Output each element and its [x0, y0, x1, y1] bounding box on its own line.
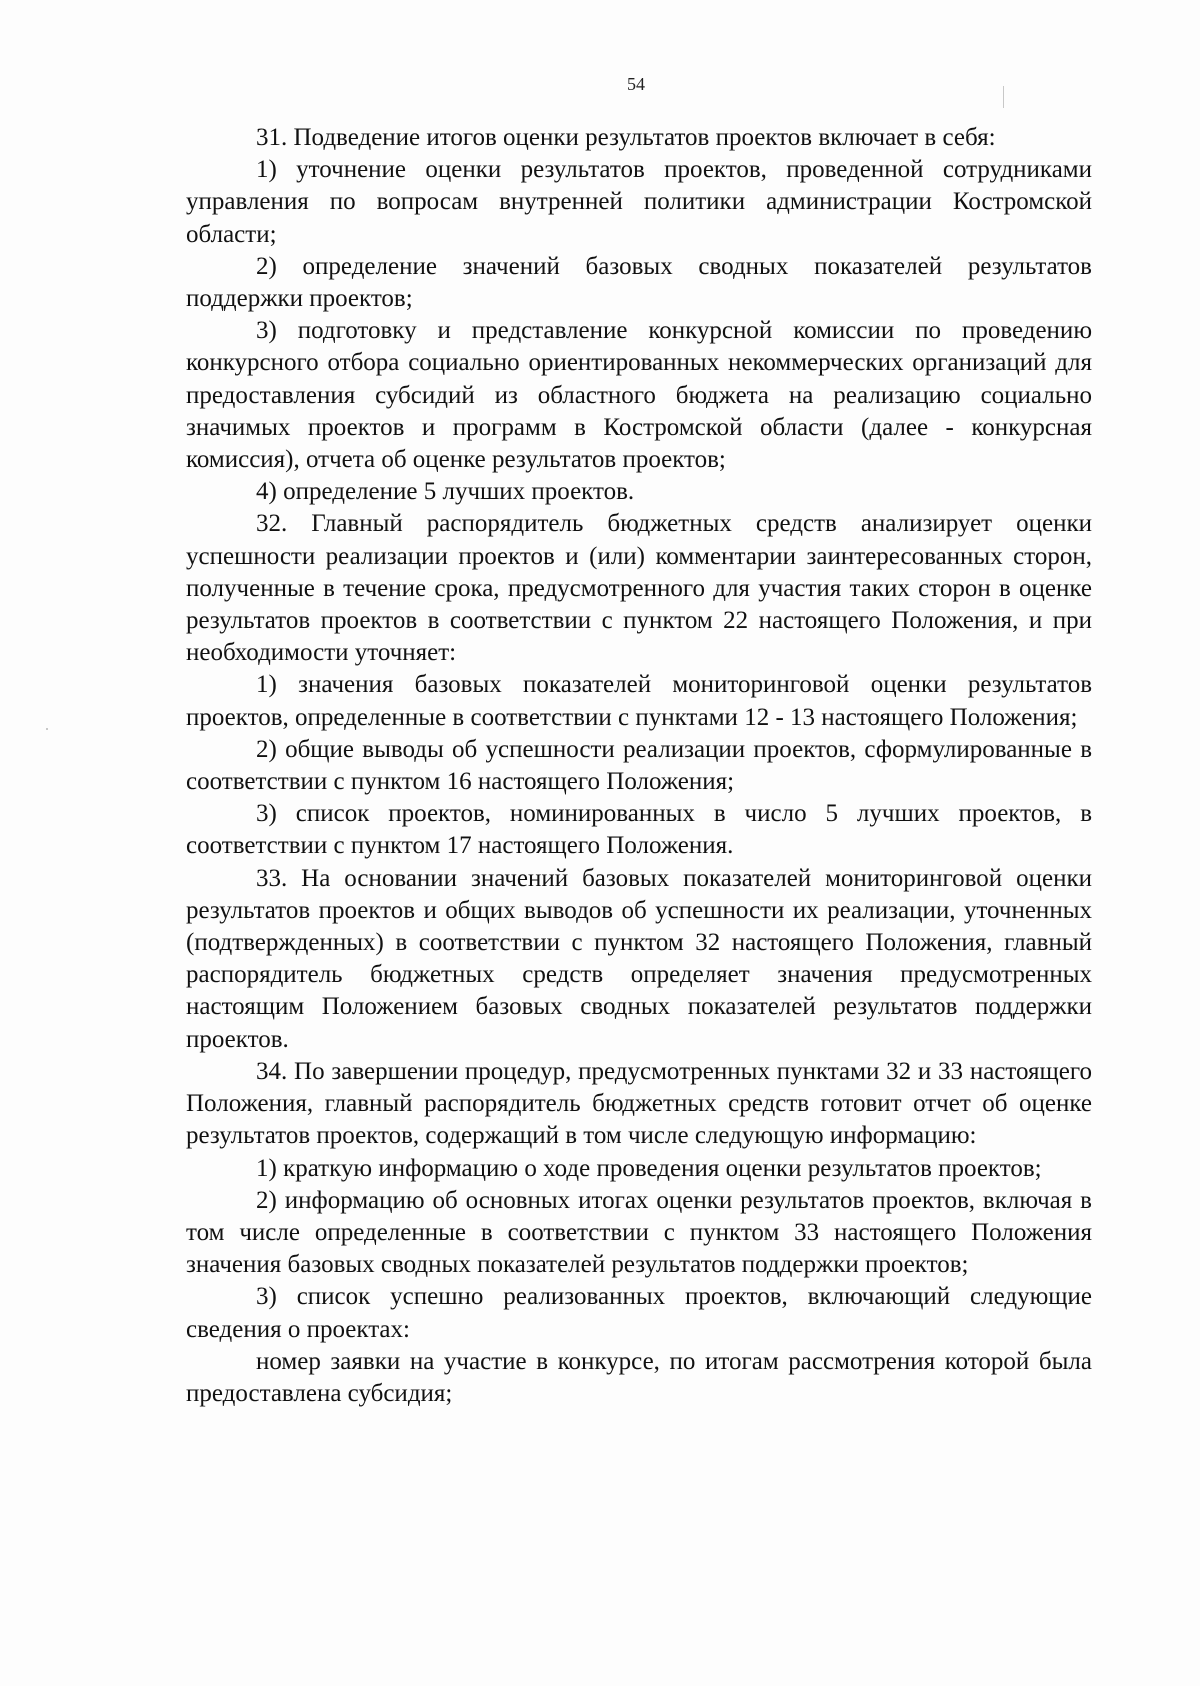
clause-31-item-1: 1) уточнение оценки результатов проектов, проведенной сотрудниками управления по вопросам внутренней политики администрации Костромской области; [186, 156, 1092, 248]
clause-33: 33. На основании значений базовых показателей мониторинговой оценки результатов проектов и общих выводов об успешности их реализации, уточненных (подтвержденных) в соответствии с пунктом 32 настоящего Положения, главный распорядитель бюджетных средств определяет значения предусмотренных настоящим Положением базовых сводных показателей результатов поддержки проектов. [186, 864, 1092, 1053]
clause-32-item-1: 1) значения базовых показателей мониторинговой оценки результатов проектов, определенные в соответствии с пунктами 12 - 13 настоящего Положения; [186, 671, 1092, 731]
clause-34-item-1: 1) краткую информацию о ходе проведения оценки результатов проектов; [256, 1154, 1042, 1182]
clause-34-item-2: 2) информацию об основных итогах оценки результатов проектов, включая в том числе определенные в соответствии с пунктом 33 настоящего Положения значения базовых сводных показателей результатов поддержки проектов; [186, 1186, 1092, 1279]
clause-34-item-3-detail: номер заявки на участие в конкурсе, по итогам рассмотрения которой была предоставлена субсидия; [186, 1347, 1092, 1407]
clause-31-item-2: 2) определение значений базовых сводных показателей результатов поддержки проектов; [186, 252, 1092, 313]
clause-32: 32. Главный распорядитель бюджетных средств анализирует оценки успешности реализации проектов и (или) комментарии заинтересованных сторон, полученные в течение срока, предусмотренного для участия таких сторон в оценке результатов проектов в соответствии с пунктом 22 настоящего Положения, и при необходимости уточняет: [186, 510, 1092, 667]
clause-31-item-3: 3) подготовку и представление конкурсной комиссии по проведению конкурсного отбора социально ориентированных некоммерческих организаций для предоставления субсидий из областного бюджета на реализацию социально значимых проектов и программ в Костромской области (далее - конкурсная комиссия), отчета об оценке результатов проектов; [186, 317, 1092, 474]
document-body [186, 122, 1092, 1410]
clause-34-item-3: 3) список успешно реализованных проектов, включающий следующие сведения о проектах: [186, 1283, 1092, 1343]
clause-31: 31. Подведение итогов оценки результатов проектов включает в себя: [256, 124, 996, 151]
clause-32-item-3: 3) список проектов, номинированных в число 5 лучших проектов, в соответствии с пунктом 17 настоящего Положения. [186, 800, 1092, 860]
scan-mark [1003, 86, 1004, 108]
scan-mark [46, 728, 48, 730]
page-number: 54 [627, 74, 645, 94]
clause-32-item-2: 2) общие выводы об успешности реализации проектов, сформулированные в соответствии с пунктом 16 настоящего Положения; [186, 735, 1092, 796]
clause-31-item-4: 4) определение 5 лучших проектов. [256, 478, 635, 506]
clause-34: 34. По завершении процедур, предусмотренных пунктами 32 и 33 настоящего Положения, главный распорядитель бюджетных средств готовит отчет об оценке результатов проектов, содержащий в том числе следующую информацию: [186, 1057, 1092, 1150]
